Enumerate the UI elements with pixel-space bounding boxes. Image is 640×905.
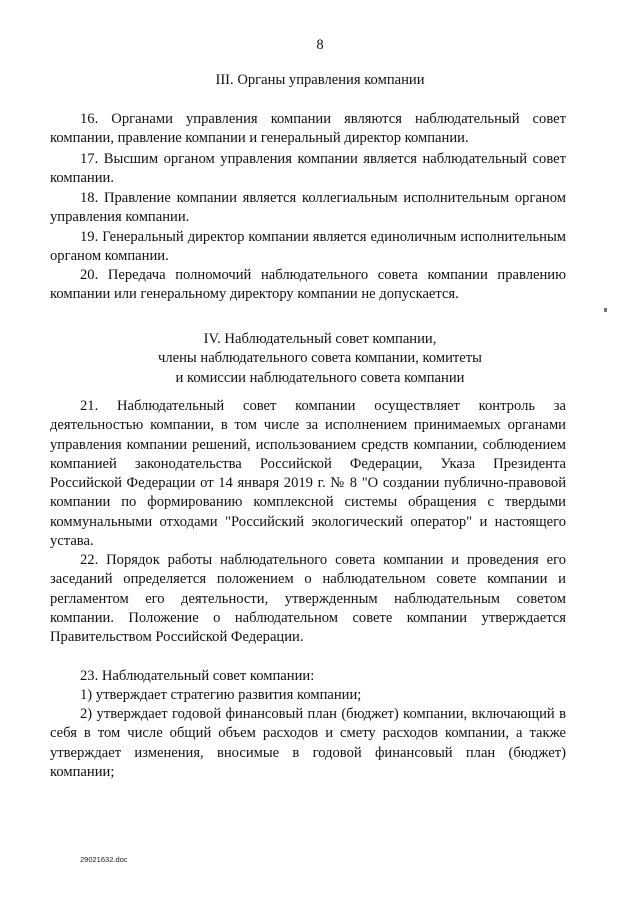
paragraph-23-item-2-text: 2) утверждает годовой финансовый план (бюджет) компании, включающий в себя в том числе общий объем расходов и смету расходов компании, а также утверждает изменения, вносимые в годовой финансовый план (бюджет) компании; xyxy=(50,706,566,780)
paragraph-20 xyxy=(50,266,566,305)
paragraph-18 xyxy=(50,189,566,228)
paragraph-19-text: 19. Генеральный директор компании является единоличным исполнительным органом компании. xyxy=(50,229,566,265)
paragraph-22 xyxy=(50,551,566,647)
section-heading-iv xyxy=(60,330,580,388)
paragraph-16-text: 16. Органами управления компании являются наблюдательный совет компании, правление компании и генеральный директор компании. xyxy=(50,111,566,147)
paragraph-19 xyxy=(50,228,566,267)
paragraph-21 xyxy=(50,397,566,551)
page-number: 8 xyxy=(316,37,324,53)
paragraph-23-text: 23. Наблюдательный совет компании: xyxy=(80,668,315,684)
paragraph-23 xyxy=(80,667,566,686)
paragraph-18-text: 18. Правление компании является коллегиальным исполнительным органом управления компании. xyxy=(50,190,566,226)
section-heading-iii xyxy=(60,71,580,90)
margin-mark xyxy=(604,308,607,312)
section-heading-iv-line-3: и комиссии наблюдательного совета компании xyxy=(175,369,465,386)
paragraph-17-text: 17. Высшим органом управления компании является наблюдательный совет компании. xyxy=(50,151,566,187)
footer-filename: 29021632.doc xyxy=(80,855,128,864)
paragraph-22-text: 22. Порядок работы наблюдательного совета компании и проведения его заседаний определяется положением о наблюдательном совете компании и регламентом его деятельности, утвержденным наблюдательным советом компании. Положение о наблюдательном совете компании утверждается Правительством Российской Федерации. xyxy=(50,552,566,646)
paragraph-23-item-2 xyxy=(50,705,566,782)
paragraph-20-text: 20. Передача полномочий наблюдательного совета компании правлению компании или генеральному директору компании не допускается. xyxy=(50,267,566,303)
paragraph-21-text: 21. Наблюдательный совет компании осуществляет контроль за деятельностью компании, в том числе за исполнением принимаемых органами управления компании решений, использованием средств компании, соблюдением компанией законодательства Российской Федерации, Указа Президента Российской Федерации от 14 января 2019 г. № 8 "О создании публично-правовой компании по формированию комплексной системы обращения с твердыми коммунальными отходами "Российский экологический оператор" и настоящего устава. xyxy=(50,398,566,550)
paragraph-23-item-1-text: 1) утверждает стратегию развития компании; xyxy=(80,687,362,703)
paragraph-17 xyxy=(50,150,566,189)
paragraph-16 xyxy=(50,110,566,149)
section-heading-iii-title: III. Органы управления компании xyxy=(215,72,425,88)
paragraph-23-item-1 xyxy=(80,686,566,705)
section-heading-iv-line-2: члены наблюдательного совета компании, комитеты xyxy=(158,350,482,367)
section-heading-iv-line-1: IV. Наблюдательный совет компании, xyxy=(203,331,437,347)
